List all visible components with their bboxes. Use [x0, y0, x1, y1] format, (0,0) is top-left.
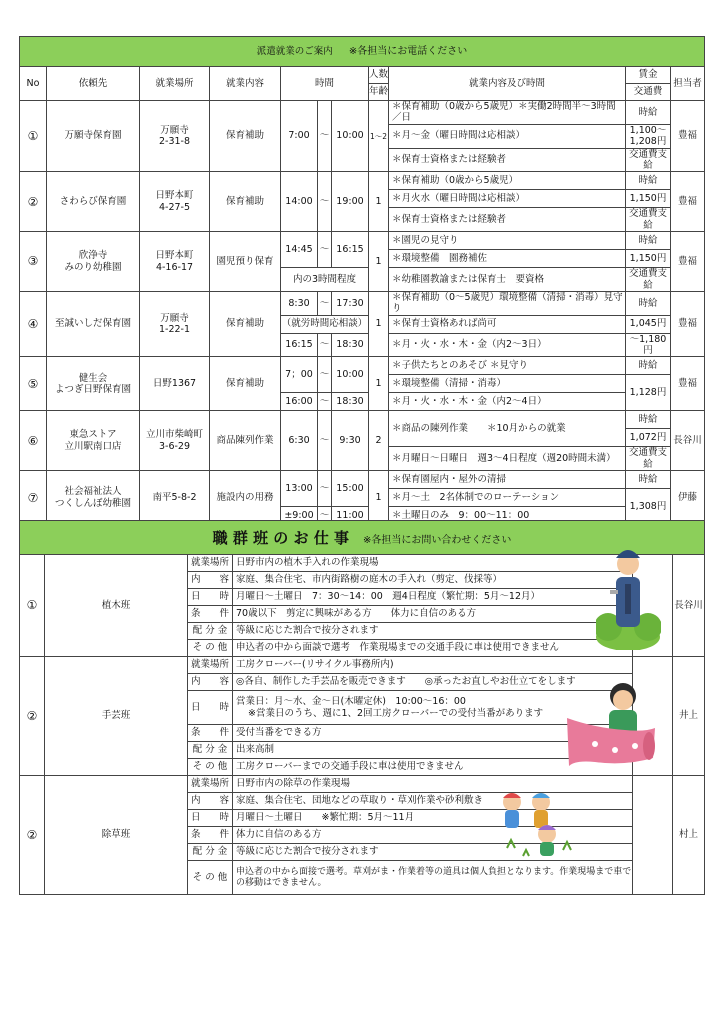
client-cell: [47, 291, 140, 357]
illustration-cell: [633, 776, 673, 895]
time-end: 18:30: [332, 333, 369, 357]
group-content: 家庭、集合住宅、市内街路樹の庭木の手入れ（剪定、伐採等）: [233, 572, 633, 589]
wage-line: 交通費支給: [626, 208, 671, 232]
time-end: 11:00: [332, 507, 369, 525]
row-number: ①: [20, 101, 47, 172]
group-row: [20, 776, 705, 793]
place-line: 万願寺: [160, 124, 189, 136]
time-note: （就労時間応相談）: [281, 315, 369, 333]
people-count: 1: [369, 357, 389, 411]
time-sep: ～: [318, 507, 332, 525]
group-other: 申込者の中から面接で選考。草刈がま・作業着等の道具は個人負担となります。作業現場まで車での移動はできません。: [233, 861, 633, 895]
time-sep: ～: [318, 333, 332, 357]
col-client: 依頼先: [47, 67, 140, 101]
place-cell: [140, 232, 210, 292]
label-distribution: 配 分 金: [188, 844, 233, 861]
time-start: 7:00: [281, 101, 318, 172]
group-number: ②: [20, 657, 45, 776]
time-sep: ～: [318, 232, 332, 268]
place-cell: [140, 172, 210, 232]
place-cell: [140, 411, 210, 471]
label-distribution: 配 分 金: [188, 623, 233, 640]
gardener-illustration: [596, 542, 661, 650]
col-details: 就業内容及び時間: [389, 67, 626, 101]
group-name: 手芸班: [45, 657, 188, 776]
wage-line: 1,128円: [626, 375, 671, 411]
detail-line: ＊保育士資格あれば尚可: [389, 315, 626, 333]
group-place: 日野市内の除草の作業現場: [233, 776, 633, 793]
dispatch-row: [20, 291, 705, 315]
wage-line: 時給: [626, 232, 671, 250]
time-end: 16:15: [332, 232, 369, 268]
dispatch-row: [20, 411, 705, 429]
place-line: 日野本町: [155, 250, 194, 262]
row-number: ⑤: [20, 357, 47, 411]
group-number: ①: [20, 555, 45, 657]
time-start: 16:00: [281, 393, 318, 411]
client-cell: [47, 172, 140, 232]
detail-line: ＊月～金（曜日時間は応相談）: [389, 124, 626, 148]
col-people: 人数: [369, 67, 389, 84]
client-line: 社会福祉法人: [64, 486, 122, 498]
people-count: 1～2: [369, 101, 389, 172]
detail-line: ＊保育士資格または経験者: [389, 148, 626, 172]
client-line: さわらび保育園: [59, 196, 127, 208]
client-line: みのり幼稚園: [64, 261, 122, 273]
detail-line: ＊環境整備（清掃・消毒）: [389, 375, 626, 393]
wage-line: 1,150円: [626, 250, 671, 268]
wage-line: 1,100～1,208円: [626, 124, 671, 148]
client-cell: [47, 232, 140, 292]
time-sep: ～: [318, 393, 332, 411]
client-line: 至誠いしだ保育園: [54, 318, 131, 330]
dispatch-row: [20, 172, 705, 190]
group-staff: 村上: [673, 776, 705, 895]
client-cell: [47, 101, 140, 172]
detail-line: ＊月～土 2名体制でのローテーション: [389, 489, 626, 507]
people-count: 1: [369, 471, 389, 525]
place-line: 1-22-1: [158, 324, 191, 336]
row-number: ②: [20, 172, 47, 232]
col-wage: 賃金: [626, 67, 671, 84]
dispatch-title: 派遣就業のご案内: [256, 45, 333, 57]
staff-cell: 長谷川: [671, 411, 705, 471]
wage-line: 交通費支給: [626, 268, 671, 292]
col-age: 年齢: [369, 84, 389, 101]
col-work: 就業内容: [210, 67, 281, 101]
detail-line: ＊保育補助（0歳から5歳児）＊実働2時間半～3時間／日: [389, 101, 626, 125]
detail-line: ＊月・火・水・木・金（内2～3日）: [389, 333, 626, 357]
detail-line: ＊園児の見守り: [389, 232, 626, 250]
label-place: 就業場所: [188, 776, 233, 793]
place-cell: [140, 357, 210, 411]
group-datetime: 月曜日～土曜日 ※繁忙期：5月～11月: [233, 810, 633, 827]
group-place: 日野市内の植木手入れの作業現場: [233, 555, 633, 572]
row-number: ④: [20, 291, 47, 357]
time-sep: ～: [318, 411, 332, 471]
place-line: 南平5-8-2: [152, 492, 197, 504]
group-other: 工房クローバーまでの交通手段に車は使用できません: [233, 759, 633, 776]
time-end: 15:00: [332, 471, 369, 507]
place-line: 3-6-29: [158, 440, 191, 452]
client-line: つくしんぼ幼稚園: [54, 497, 131, 509]
time-start: 13:00: [281, 471, 318, 507]
wage-line: 1,308円: [626, 489, 671, 525]
label-content: 内 容: [188, 793, 233, 810]
place-line: 2-31-8: [158, 136, 191, 148]
group-distribution: 等級に応じた割合で按分されます: [233, 623, 633, 640]
staff-cell: 豊福: [671, 101, 705, 172]
label-content: 内 容: [188, 674, 233, 691]
detail-line: ＊月火水（曜日時間は応相談）: [389, 190, 626, 208]
wage-line: 時給: [626, 101, 671, 125]
dispatch-title-cell: [20, 37, 705, 67]
detail-line: ＊保育補助（0～5歳児）環境整備（清掃・消毒）見守り: [389, 291, 626, 315]
wage-line: 時給: [626, 291, 671, 315]
people-count: 1: [369, 172, 389, 232]
time-start: 16:15: [281, 333, 318, 357]
client-line: 立川駅南口店: [64, 440, 122, 452]
group-conditions: 受付当番をできる方: [233, 725, 633, 742]
detail-line: ＊月曜日～日曜日 週3～4日程度（週20時間未満）: [389, 447, 626, 471]
time-sep: ～: [318, 291, 332, 315]
groups-note: ※各担当にお問い合わせください: [362, 534, 512, 546]
time-start: 14:00: [281, 172, 318, 232]
detail-line: ＊保育士資格または経験者: [389, 208, 626, 232]
client-line: 東急ストア: [69, 429, 117, 441]
detail-line: ＊商品の陳列作業 ＊10月からの就業: [389, 411, 626, 447]
group-staff: 井上: [673, 657, 705, 776]
col-transport: 交通費: [626, 84, 671, 101]
dispatch-row: [20, 232, 705, 250]
row-number: ⑥: [20, 411, 47, 471]
staff-cell: 豊福: [671, 291, 705, 357]
dispatch-row: [20, 357, 705, 375]
time-sep: ～: [318, 471, 332, 507]
group-distribution: 等級に応じた割合で按分されます: [233, 844, 633, 861]
column-header-row: [20, 67, 705, 84]
work-cell: 商品陳列作業: [210, 411, 281, 471]
time-sep: ～: [318, 101, 332, 172]
label-place: 就業場所: [188, 555, 233, 572]
label-datetime: 日 時: [188, 810, 233, 827]
dispatch-header-row: [20, 37, 705, 67]
time-end: 17:30: [332, 291, 369, 315]
place-line: 4-27-5: [158, 201, 191, 213]
label-content: 内 容: [188, 572, 233, 589]
time-start: 7；00: [281, 357, 318, 393]
row-number: ③: [20, 232, 47, 292]
place-line: 立川市柴崎町: [145, 429, 203, 441]
wage-line: 1,072円: [626, 429, 671, 447]
time-start: 14:45: [281, 232, 318, 268]
dispatch-row: [20, 101, 705, 125]
label-datetime: 日 時: [188, 589, 233, 606]
wage-line: 1,150円: [626, 190, 671, 208]
wage-line: 交通費支給: [626, 447, 671, 471]
wage-line: ～1,180円: [626, 333, 671, 357]
group-number: ②: [20, 776, 45, 895]
place-line: 4-16-17: [155, 261, 194, 273]
col-place: 就業場所: [140, 67, 210, 101]
label-distribution: 配 分 金: [188, 742, 233, 759]
group-row: [20, 657, 705, 674]
dispatch-row: [20, 471, 705, 489]
group-datetime: 月曜日～土曜日 7：30～14：00 週4日程度（繁忙期：5月～12月）: [233, 589, 633, 606]
client-cell: [47, 471, 140, 525]
work-cell: 園児預り保育: [210, 232, 281, 292]
staff-cell: 豊福: [671, 357, 705, 411]
work-cell: 保育補助: [210, 172, 281, 232]
sewing-woman-illustration: [565, 678, 657, 770]
client-line: 健生会: [78, 372, 108, 384]
wage-line: 時給: [626, 411, 671, 429]
wage-line: 時給: [626, 471, 671, 489]
wage-line: 時給: [626, 172, 671, 190]
datetime-note: ※営業日のうち、週に1、2回工房クローバーでの受付当番があります: [248, 707, 544, 719]
detail-line: ＊月・火・水・木・金（内2～4日）: [389, 393, 626, 411]
group-conditions: 70歳以下 剪定に興味がある方 体力に自信のある方: [233, 606, 633, 623]
datetime-line: 営業日：月～水、金～日(木曜定休) 10:00～16：00: [236, 696, 466, 708]
wage-line: 1,045円: [626, 315, 671, 333]
label-other: そ の 他: [188, 861, 233, 895]
time-start: 8:30: [281, 291, 318, 315]
label-place: 就業場所: [188, 657, 233, 674]
label-conditions: 条 件: [188, 725, 233, 742]
people-count: 1: [369, 232, 389, 292]
group-distribution: 出来高制: [233, 742, 633, 759]
detail-line: ＊保育園屋内・屋外の清掃: [389, 471, 626, 489]
work-cell: 施設内の用務: [210, 471, 281, 525]
work-cell: 保育補助: [210, 101, 281, 172]
row-number: ⑦: [20, 471, 47, 525]
dispatch-note: ※各担当にお電話ください: [348, 45, 468, 57]
label-other: そ の 他: [188, 759, 233, 776]
wage-line: 時給: [626, 357, 671, 375]
label-datetime: 日 時: [188, 691, 233, 725]
label-conditions: 条 件: [188, 827, 233, 844]
time-sep: ～: [318, 357, 332, 393]
client-line: よつぎ日野保育園: [54, 383, 131, 395]
label-other: そ の 他: [188, 640, 233, 657]
col-staff: 担当者: [671, 67, 705, 101]
group-other: 申込者の中から面談で選考 作業現場までの交通手段に車は使用できません: [233, 640, 633, 657]
client-line: 欣浄寺: [78, 250, 108, 262]
weeding-workers-illustration: [497, 788, 577, 862]
time-note: 内の3時間程度: [281, 268, 369, 292]
client-cell: [47, 411, 140, 471]
staff-cell: 豊福: [671, 172, 705, 232]
staff-cell: 伊藤: [671, 471, 705, 525]
work-cell: 保育補助: [210, 291, 281, 357]
time-end: 19:00: [332, 172, 369, 232]
label-conditions: 条 件: [188, 606, 233, 623]
group-place: 工房クローバー(リサイクル事務所内): [233, 657, 633, 674]
place-cell: [140, 471, 210, 525]
detail-line: ＊環境整備 園務補佐: [389, 250, 626, 268]
detail-line: ＊幼稚園教諭または保育士 要資格: [389, 268, 626, 292]
client-line: 万願寺保育園: [64, 130, 122, 142]
staff-cell: 豊福: [671, 232, 705, 292]
people-count: 1: [369, 291, 389, 357]
wage-line: 交通費支給: [626, 148, 671, 172]
place-cell: [140, 291, 210, 357]
time-end: 18:30: [332, 393, 369, 411]
detail-line: ＊保育補助（0歳から5歳児）: [389, 172, 626, 190]
group-staff: 長谷川: [673, 555, 705, 657]
time-end: 10:00: [332, 357, 369, 393]
time-end: 9:30: [332, 411, 369, 471]
group-conditions: 体力に自信のある方: [233, 827, 633, 844]
group-name: 植木班: [45, 555, 188, 657]
group-name: 除草班: [45, 776, 188, 895]
group-content: 家庭、集合住宅、団地などの草取り・草刈作業や砂利敷き: [233, 793, 633, 810]
group-content: ◎各自、制作した手芸品を販売できます ◎承ったお直しやお仕立てをします: [233, 674, 633, 691]
dispatch-table: [19, 36, 705, 525]
time-start: ±9:00: [281, 507, 318, 525]
col-no: No: [20, 67, 47, 101]
groups-title: 職 群 班 の お 仕 事: [212, 528, 349, 547]
place-line: 日野1367: [152, 378, 197, 390]
people-count: 2: [369, 411, 389, 471]
time-end: 10:00: [332, 101, 369, 172]
work-cell: 保育補助: [210, 357, 281, 411]
place-line: 万願寺: [160, 312, 189, 324]
time-start: 6:30: [281, 411, 318, 471]
place-cell: [140, 101, 210, 172]
time-sep: ～: [318, 172, 332, 232]
col-time: 時間: [281, 67, 369, 101]
detail-line: ＊子供たちとのあそび ＊見守り: [389, 357, 626, 375]
place-line: 日野本町: [155, 190, 194, 202]
detail-line: ＊土曜日のみ 9：00～11：00: [389, 507, 626, 525]
client-cell: [47, 357, 140, 411]
